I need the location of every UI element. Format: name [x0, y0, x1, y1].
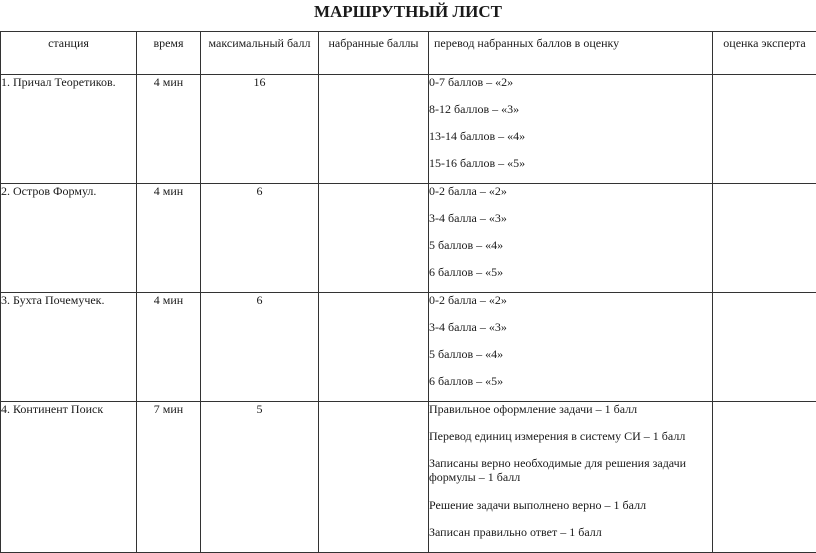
conversion-line: 3-4 балла – «3» — [429, 320, 712, 347]
conversion-cell — [429, 75, 713, 184]
time-cell: 4 мин — [137, 75, 201, 184]
conversion-line: Записан правильно ответ – 1 балл — [429, 525, 712, 552]
scored-cell[interactable] — [319, 402, 429, 553]
station-cell: 4. Континент Поиск — [1, 402, 137, 553]
scored-cell[interactable] — [319, 75, 429, 184]
time-cell: 7 мин — [137, 402, 201, 553]
header-expert: оценка эксперта — [713, 32, 816, 75]
table-header-row — [1, 32, 816, 75]
route-table — [0, 31, 816, 553]
conversion-line: 5 баллов – «4» — [429, 347, 712, 374]
scored-cell[interactable] — [319, 293, 429, 402]
header-scored: набранные баллы — [319, 32, 429, 75]
conversion-line: 0-2 балла – «2» — [429, 293, 712, 320]
max-score-cell: 5 — [201, 402, 319, 553]
conversion-line: Записаны верно необходимые для решения задачи формулы – 1 балл — [429, 456, 712, 498]
max-score-cell: 6 — [201, 293, 319, 402]
time-cell: 4 мин — [137, 184, 201, 293]
max-score-cell: 6 — [201, 184, 319, 293]
header-conversion: перевод набранных баллов в оценку — [429, 32, 713, 75]
conversion-line: 3-4 балла – «3» — [429, 211, 712, 238]
header-time: время — [137, 32, 201, 75]
page-title: МАРШРУТНЫЙ ЛИСТ — [0, 0, 816, 23]
expert-cell[interactable] — [713, 293, 816, 402]
expert-cell[interactable] — [713, 402, 816, 553]
conversion-line: 8-12 баллов – «3» — [429, 102, 712, 129]
table-row — [1, 293, 816, 402]
conversion-line: 6 баллов – «5» — [429, 265, 712, 292]
station-cell: 1. Причал Теоретиков. — [1, 75, 137, 184]
table-row — [1, 75, 816, 184]
conversion-cell — [429, 402, 713, 553]
expert-cell[interactable] — [713, 75, 816, 184]
station-cell: 2. Остров Формул. — [1, 184, 137, 293]
conversion-line: 6 баллов – «5» — [429, 374, 712, 401]
time-cell: 4 мин — [137, 293, 201, 402]
table-row — [1, 184, 816, 293]
expert-cell[interactable] — [713, 184, 816, 293]
max-score-cell: 16 — [201, 75, 319, 184]
conversion-line: 0-2 балла – «2» — [429, 184, 712, 211]
header-station: станция — [1, 32, 137, 75]
header-max-score: максимальный балл — [201, 32, 319, 75]
scored-cell[interactable] — [319, 184, 429, 293]
conversion-line: Перевод единиц измерения в систему СИ – 1 балл — [429, 429, 712, 456]
conversion-line: 15-16 баллов – «5» — [429, 156, 712, 183]
conversion-line: 0-7 баллов – «2» — [429, 75, 712, 102]
conversion-line: 13-14 баллов – «4» — [429, 129, 712, 156]
conversion-line: 5 баллов – «4» — [429, 238, 712, 265]
conversion-line: Решение задачи выполнено верно – 1 балл — [429, 498, 712, 525]
conversion-cell — [429, 184, 713, 293]
conversion-line: Правильное оформление задачи – 1 балл — [429, 402, 712, 429]
conversion-cell — [429, 293, 713, 402]
table-row — [1, 402, 816, 553]
station-cell: 3. Бухта Почемучек. — [1, 293, 137, 402]
